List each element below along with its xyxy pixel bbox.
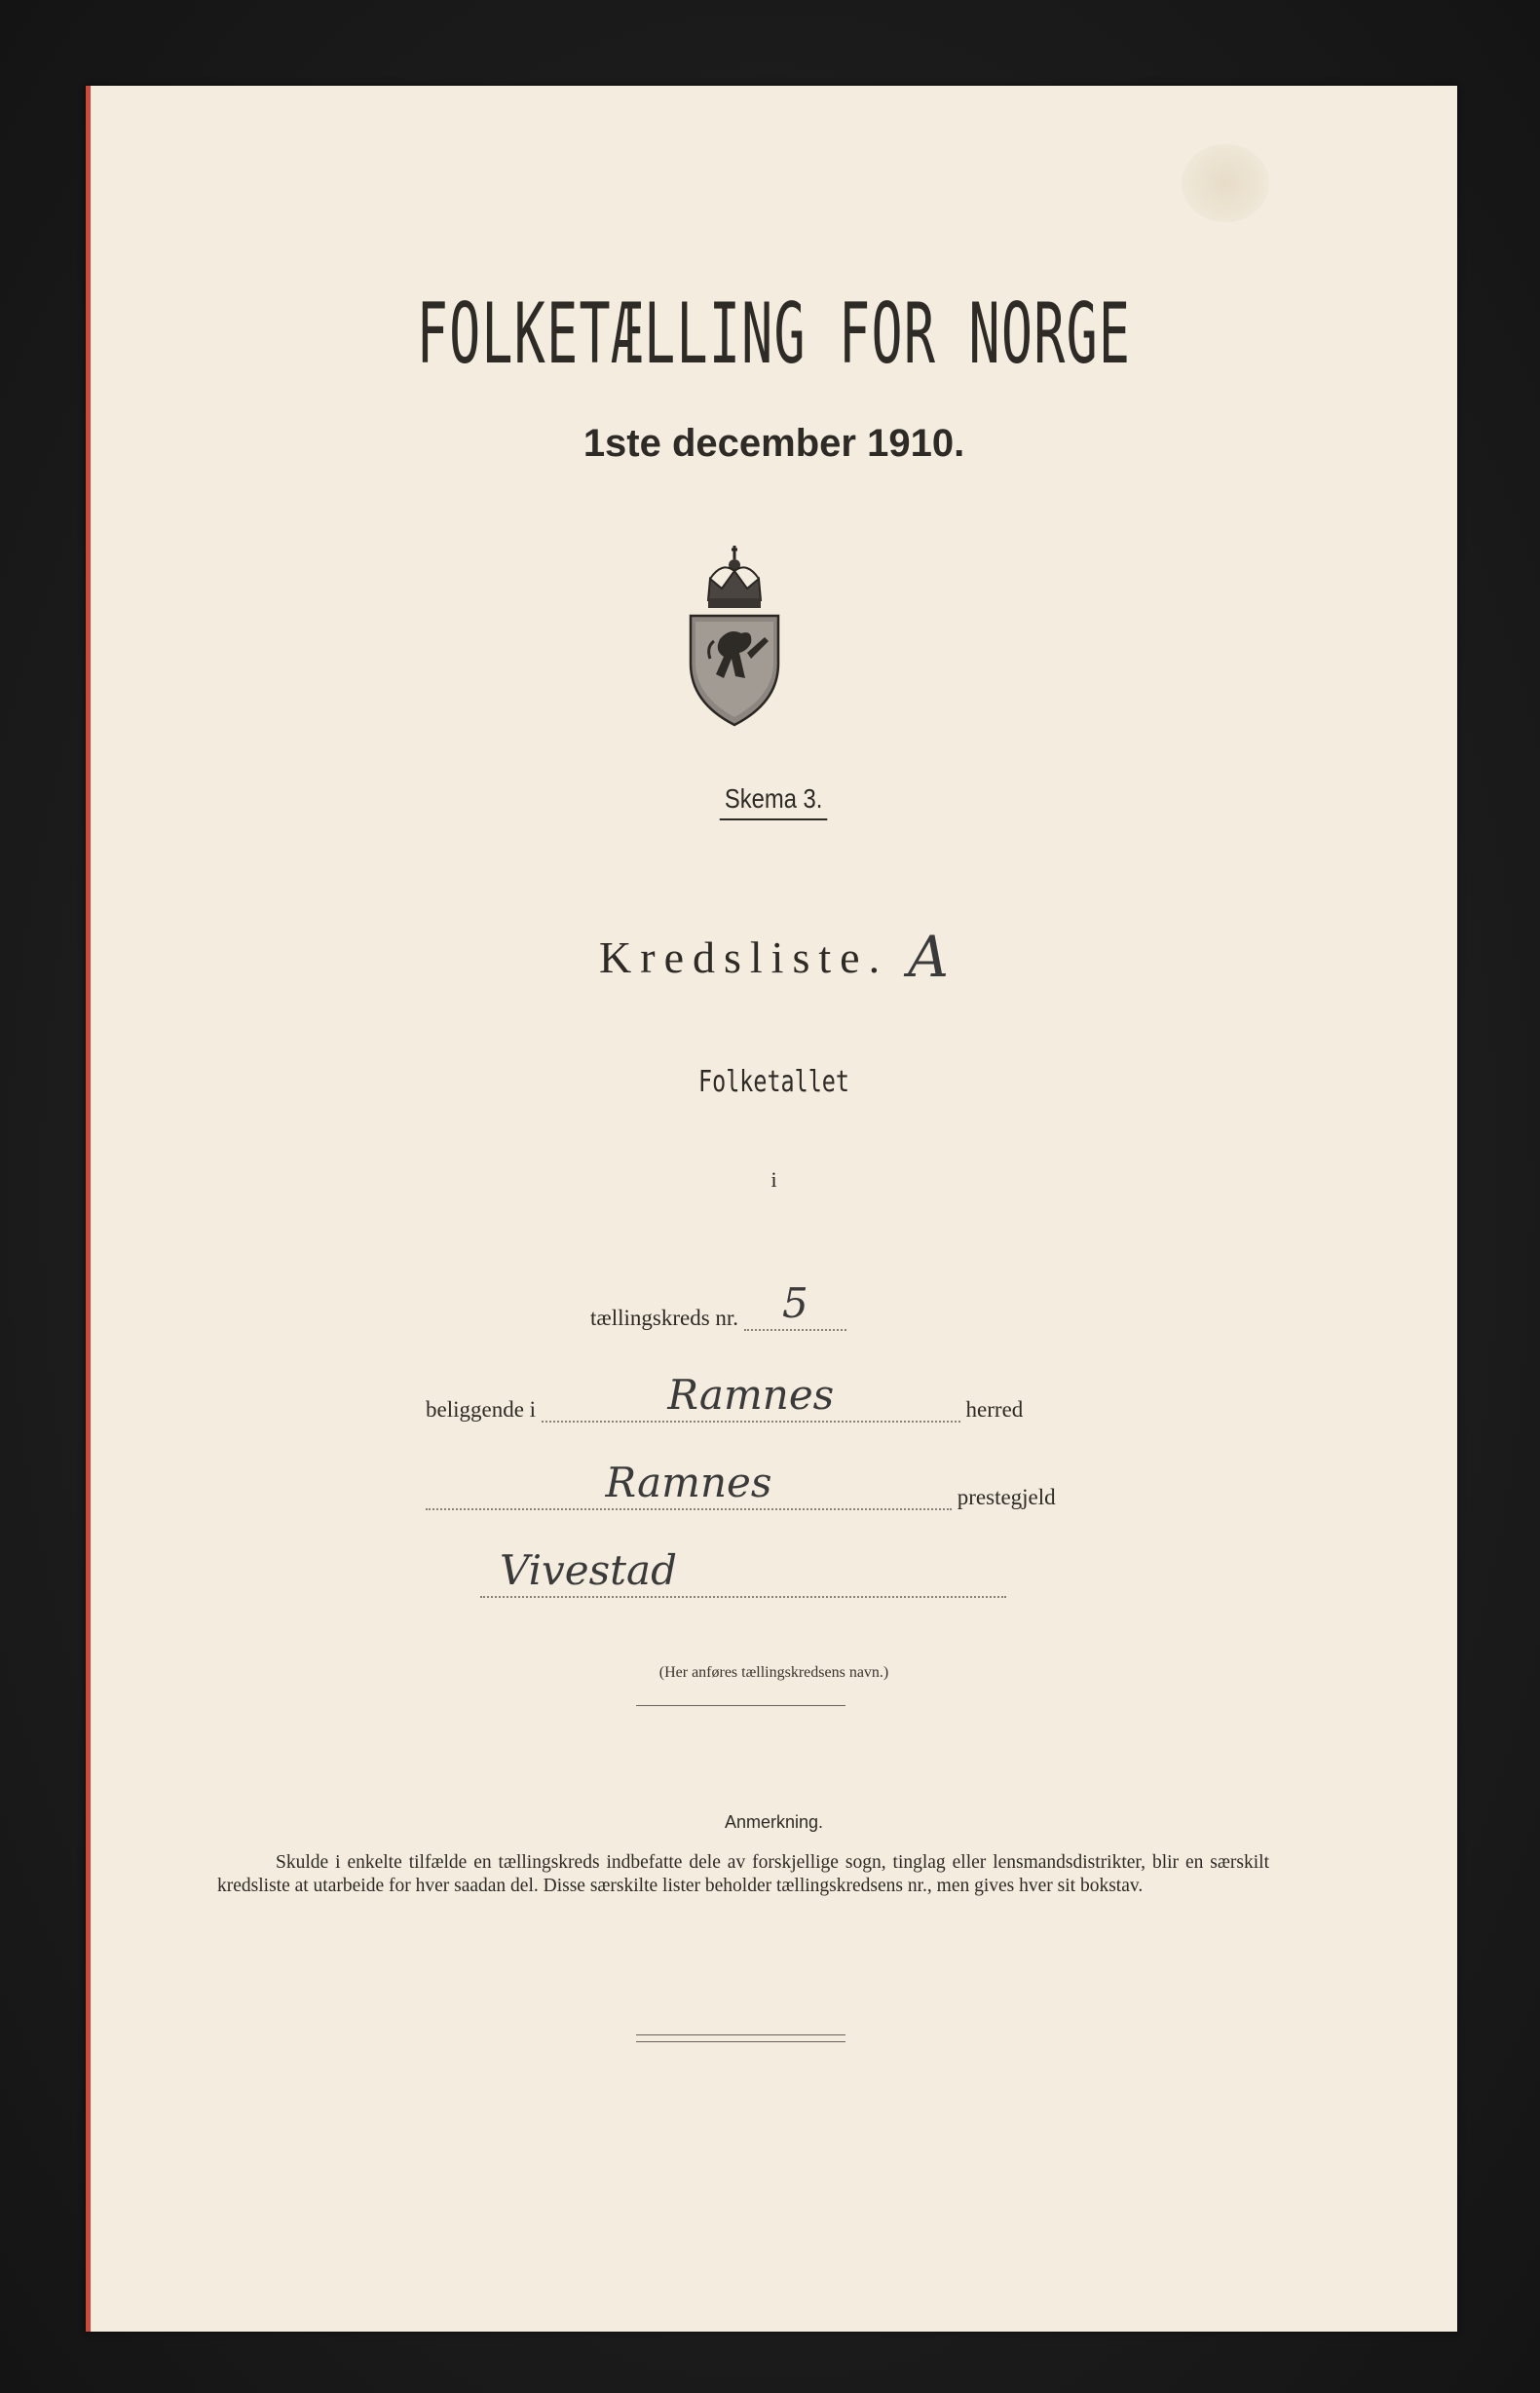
prestegjeld-value: Ramnes <box>605 1459 772 1506</box>
district-number-field <box>744 1279 846 1331</box>
herred-label: herred <box>965 1397 1024 1422</box>
herred-field <box>542 1371 960 1423</box>
connector-word: i <box>770 1167 777 1192</box>
district-number-value: 5 <box>781 1279 808 1327</box>
document-title: FOLKETÆLLING FOR NORGE <box>416 285 1132 383</box>
district-name-value: Vivestad <box>500 1546 677 1594</box>
note-title: Anmerkning. <box>724 1812 824 1832</box>
closing-double-rule <box>636 2034 845 2042</box>
list-title-row <box>91 924 1457 990</box>
herred-row <box>426 1371 1024 1423</box>
divider-line <box>636 1705 845 1706</box>
district-name-caption: (Her anføres tællingskredsens navn.) <box>658 1664 889 1681</box>
prestegjeld-row <box>426 1459 1056 1510</box>
paper-stain <box>1182 144 1269 222</box>
prestegjeld-label: prestegjeld <box>957 1485 1056 1509</box>
census-form-page <box>86 86 1457 2332</box>
district-name-row <box>480 1546 1006 1598</box>
population-heading: Folketallet <box>698 1065 849 1099</box>
district-number-label: tællingskreds nr. <box>590 1306 739 1330</box>
document-date: 1ste december 1910. <box>582 422 965 465</box>
prestegjeld-field <box>426 1459 952 1510</box>
schema-number: Skema 3. <box>91 783 1457 820</box>
district-name-field <box>480 1546 1006 1598</box>
coat-of-arms-icon <box>671 532 798 727</box>
district-number-row <box>590 1279 846 1331</box>
located-label: beliggende i <box>426 1397 537 1422</box>
list-letter-handwritten: A <box>908 924 949 990</box>
herred-value: Ramnes <box>667 1371 835 1419</box>
list-title: Kredsliste. <box>599 931 889 982</box>
note-text: Skulde i enkelte tilfælde en tællingskreds indbefatte dele av forskjellige sogn, tinglag eller lensmandsdistrikter, blir en særskilt kredsliste at utarbeide for hver saadan del. Disse særskilte lister beholder tællingskredsens nr., men gives hver sit bokstav. <box>217 1852 1269 1896</box>
